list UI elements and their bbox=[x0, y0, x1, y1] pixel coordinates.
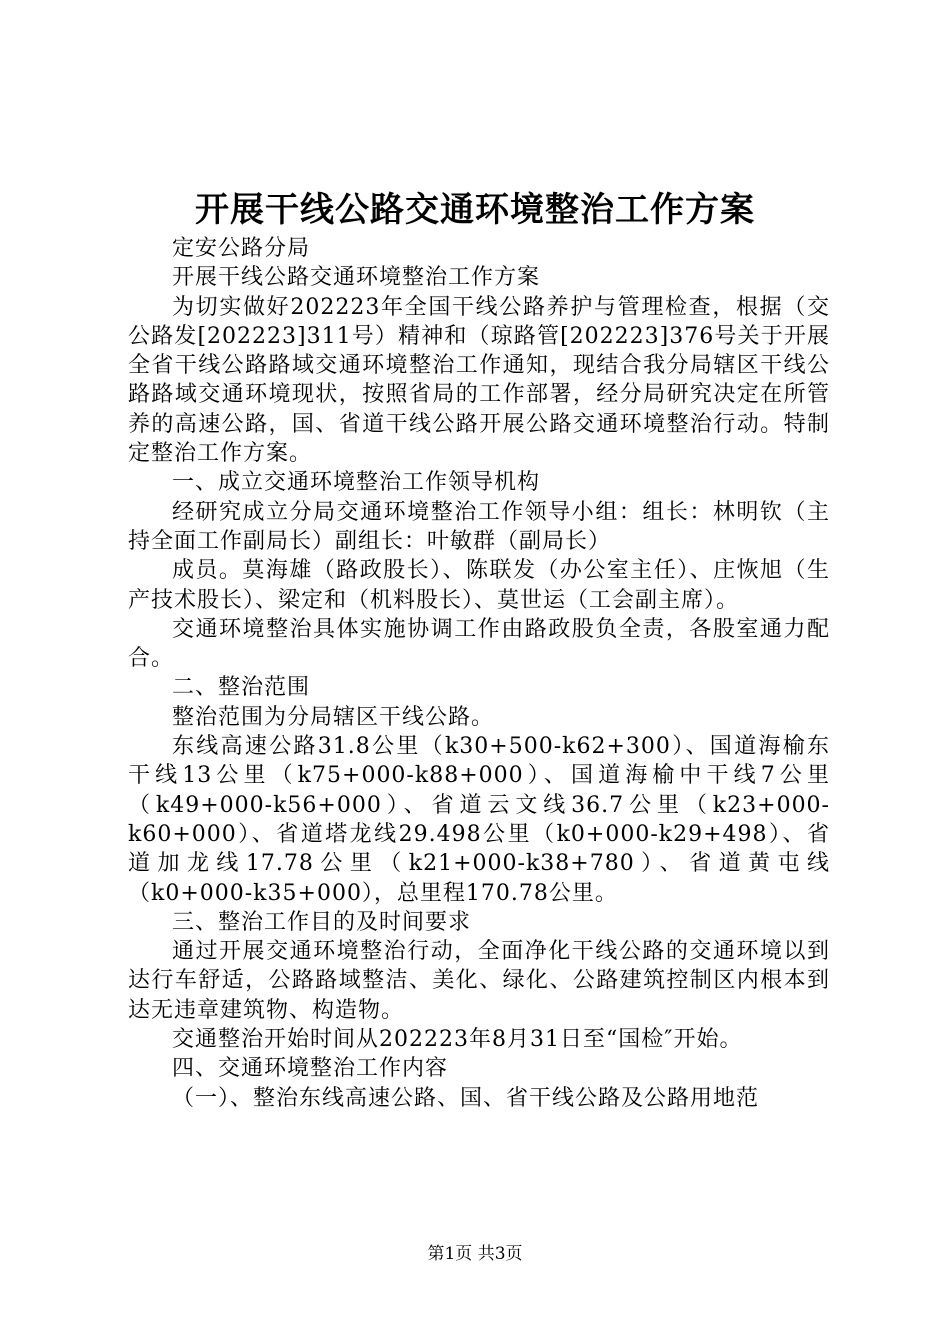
body-paragraph: 交通环境整治具体实施协调工作由路政股负全责，各股室通力配合。 bbox=[128, 616, 830, 672]
page-footer: 第1页 共3页 bbox=[427, 1244, 523, 1264]
body-paragraph: 东线高速公路31.8公里（k30+500-k62+300）、国道海榆东干线13公里（k75+000-k88+000）、国道海榆中干线7公里（k49+000-k56+000）、省道云文线36.7公里（k23+000-k60+000）、省道塔龙线29.498公里（k0+000-k29+498）、省道加龙线17.78公里（k21+000-k38+780）、省道黄屯线（k0+000-k35+000），总里程170.78公里。 bbox=[128, 734, 830, 906]
body-paragraph: 经研究成立分局交通环境整治工作领导小组：组长：林明钦（主持全面工作副局长）副组长：叶敏群（副局长） bbox=[128, 499, 830, 554]
body-paragraph: 为切实做好202223年全国干线公路养护与管理检查，根据（交公路发[202223]311号）精神和（琼路管[202223]376号关于开展全省干线公路路域交通环境整治工作通知，现结合我分局辖区干线公路路域交通环境现状，按照省局的工作部署，经分局研究决定在所管养的高速公路，国、省道干线公路开展公路交通环境整治行动。特制定整治工作方案。 bbox=[128, 294, 830, 467]
section-heading: 二、整治范围 bbox=[172, 675, 311, 701]
body-paragraph: 交通整治开始时间从202223年8月31日至“国检″开始。 bbox=[172, 1027, 743, 1053]
body-paragraph: 定安公路分局 bbox=[172, 236, 311, 261]
body-paragraph: 通过开展交通环境整治行动，全面净化干线公路的交通环境以到达行车舒适，公路路域整洁、美化、绿化、公路建筑控制区内根本到达无违章建筑物、构造物。 bbox=[128, 939, 830, 1023]
section-heading: 一、成立交通环境整治工作领导机构 bbox=[172, 470, 541, 496]
document-body bbox=[128, 234, 830, 1113]
section-heading: 四、交通环境整治工作内容 bbox=[172, 1056, 449, 1082]
body-paragraph: 整治范围为分局辖区干线公路。 bbox=[172, 704, 495, 730]
document-title: 开展干线公路交通环境整治工作方案 bbox=[195, 190, 755, 230]
body-paragraph: 成员。莫海雄（路政股长）、陈联发（办公室主任）、庄恢旭（生产技术股长）、梁定和（机料股长）、莫世运（工会副主席）。 bbox=[128, 558, 830, 613]
body-paragraph: （一）、整治东线高速公路、国、省干线公路及公路用地范 bbox=[172, 1085, 760, 1111]
section-heading: 三、整治工作目的及时间要求 bbox=[172, 909, 472, 935]
body-paragraph: 开展干线公路交通环境整治工作方案 bbox=[172, 265, 541, 291]
